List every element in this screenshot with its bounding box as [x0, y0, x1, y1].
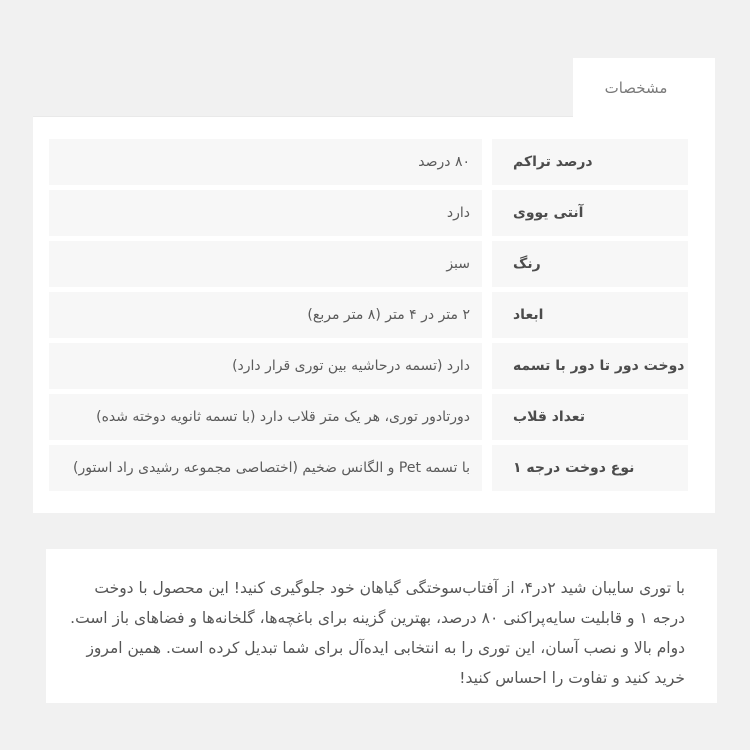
- table-row: [49, 343, 688, 389]
- specifications-panel: [33, 116, 715, 513]
- spec-label: درصد تراکم: [492, 139, 688, 185]
- table-row: [49, 241, 688, 287]
- table-row: [49, 394, 688, 440]
- spec-value: با تسمه Pet و الگانس ضخیم (اختصاصی مجموعه رشیدی راد استور): [49, 445, 482, 491]
- spec-label: دوخت دور تا دور با تسمه: [492, 343, 688, 389]
- table-row: [49, 190, 688, 236]
- spec-label: نوع دوخت درجه ۱: [492, 445, 688, 491]
- spec-value: ۸۰ درصد: [49, 139, 482, 185]
- spec-value: ۲ متر در ۴ متر (۸ متر مربع): [49, 292, 482, 338]
- product-description-text: با توری سایبان شید ۲در۴، از آفتاب‌سوختگی گیاهان خود جلوگیری کنید! این محصول با دوخت درجه ۱ و قابلیت سایه‌پراکنی ۸۰ درصد، بهترین گزینه برای باغچه‌ها، گلخانه‌ها و فضاهای باز است. دوام بالا و نصب آسان، این توری را به انتخابی ایده‌آل برای شما تبدیل کرده است. همین امروز خرید کنید و تفاوت را احساس کنید!: [70, 579, 685, 687]
- spec-label: رنگ: [492, 241, 688, 287]
- spec-label: تعداد قلاب: [492, 394, 688, 440]
- product-description-panel: [46, 549, 717, 703]
- tab-specifications[interactable]: [573, 58, 715, 117]
- table-row: [49, 292, 688, 338]
- spec-value: دارد (تسمه درحاشیه بین توری قرار دارد): [49, 343, 482, 389]
- spec-value: دارد: [49, 190, 482, 236]
- table-row: [49, 139, 688, 185]
- tab-specifications-label: مشخصات: [604, 78, 668, 97]
- spec-value: دورتادور توری، هر یک متر قلاب دارد (با تسمه ثانویه دوخته شده): [49, 394, 482, 440]
- spec-label: آنتی یووی: [492, 190, 688, 236]
- spec-value: سبز: [49, 241, 482, 287]
- spec-label: ابعاد: [492, 292, 688, 338]
- table-row: [49, 445, 688, 491]
